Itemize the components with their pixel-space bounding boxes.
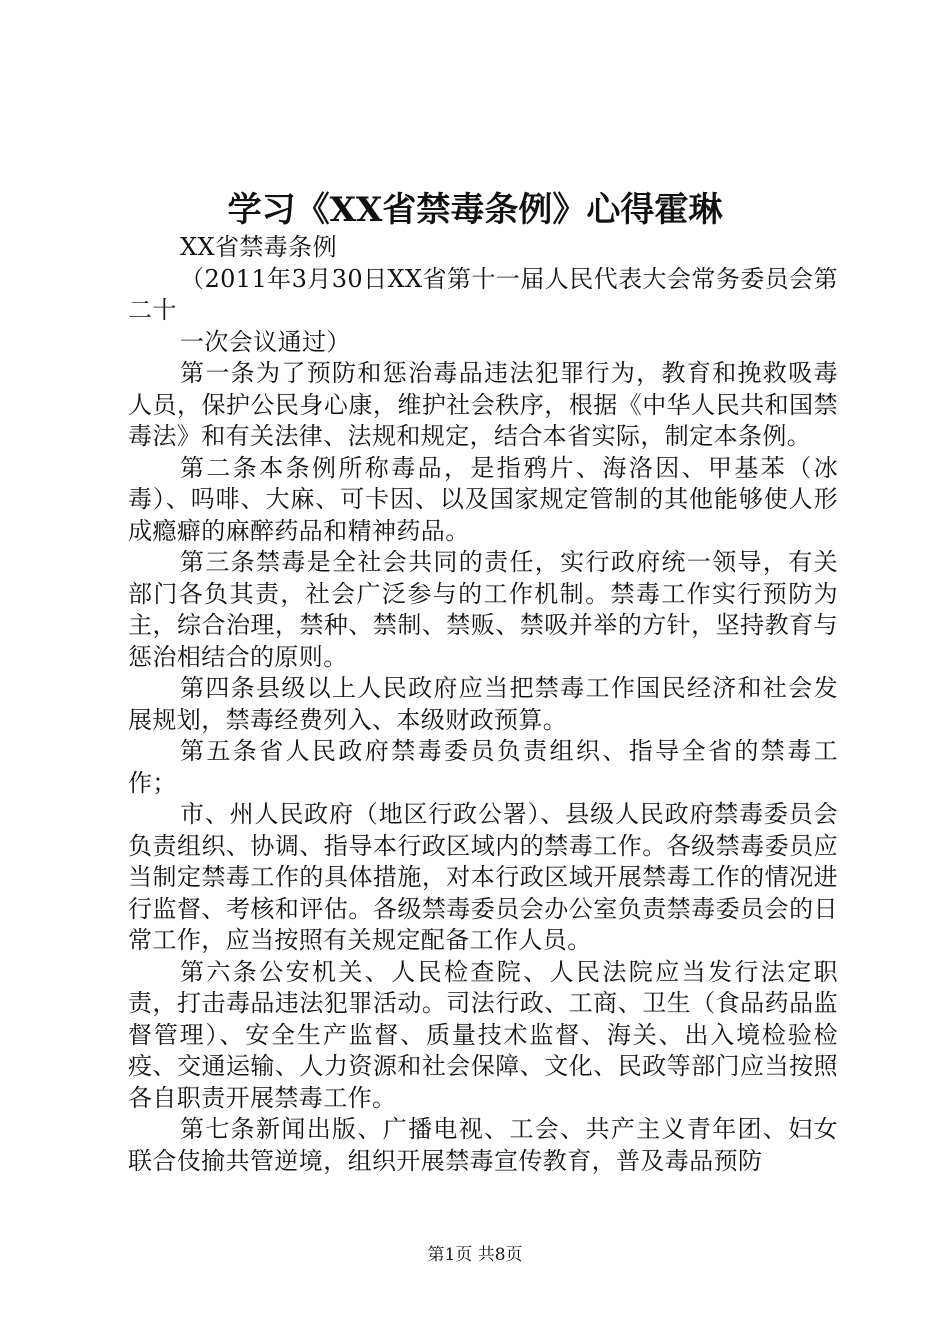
paragraph-article-5: 第五条省人民政府禁毒委员负责组织、指导全省的禁毒工作； — [128, 737, 838, 797]
paragraph-regulation-name: XX省禁毒条例 — [180, 233, 337, 261]
paragraph-article-6: 第六条公安机关、人民检查院、人民法院应当发行法定职责，打击毒品违法犯罪活动。司法行政、工商、卫生（食品药品监督管理）、安全生产监督、质量技术监督、海关、出入境检验检疫、交通运输、人力资源和社会保障、文化、民政等部门应当按照各自职责开展禁毒工作。 — [128, 957, 838, 1112]
paragraph-article-1: 第一条为了预防和惩治毒品违法犯罪行为，教育和挽救吸毒人员，保护公民身心康，维护社会秩序，根据《中华人民共和国禁毒法》和有关法律、法规和规定，结合本省实际，制定本条例。 — [128, 359, 838, 450]
paragraph-article-5-cont: 市、州人民政府（地区行政公署）、县级人民政府禁毒委员会负责组织、协调、指导本行政区域内的禁毒工作。各级禁毒委员应当制定禁毒工作的具体措施，对本行政区域开展禁毒工作的情况进行监督、考核和评估。各级禁毒委员会办公室负责禁毒委员会的日常工作，应当按照有关规定配备工作人员。 — [128, 800, 838, 954]
paragraph-article-4: 第四条县级以上人民政府应当把禁毒工作国民经济和社会发展规划，禁毒经费列入、本级财政预算。 — [128, 674, 838, 734]
paragraph-adoption-note: （2011年3月30日XX省第十一届人民代表大会常务委员会第二十 — [128, 264, 838, 324]
paragraph-article-3: 第三条禁毒是全社会共同的责任，实行政府统一领导，有关部门各负其责，社会广泛参与的工作机制。禁毒工作实行预防为主，综合治理，禁种、禁制、禁贩、禁吸并举的方针，坚持教育与惩治相结合的原则。 — [128, 548, 838, 671]
paragraph-article-7: 第七条新闻出版、广播电视、工会、共产主义青年团、妇女联合伎揄共管逆境，组织开展禁毒宣传教育，普及毒品预防 — [128, 1115, 838, 1175]
page-indicator: 第1页 共8页 — [427, 1245, 523, 1265]
paragraph-adoption-note-end: 一次会议通过） — [180, 327, 351, 356]
paragraph-article-2: 第二条本条例所称毒品，是指鸦片、海洛因、甲基苯（冰毒）、吗啡、大麻、可卡因、以及国家规定管制的其他能够使人形成瘾癖的麻醉药品和精神药品。 — [128, 453, 838, 545]
document-title: 学习《XX省禁毒条例》心得霍琳 — [227, 190, 723, 230]
document-body — [128, 232, 838, 1177]
